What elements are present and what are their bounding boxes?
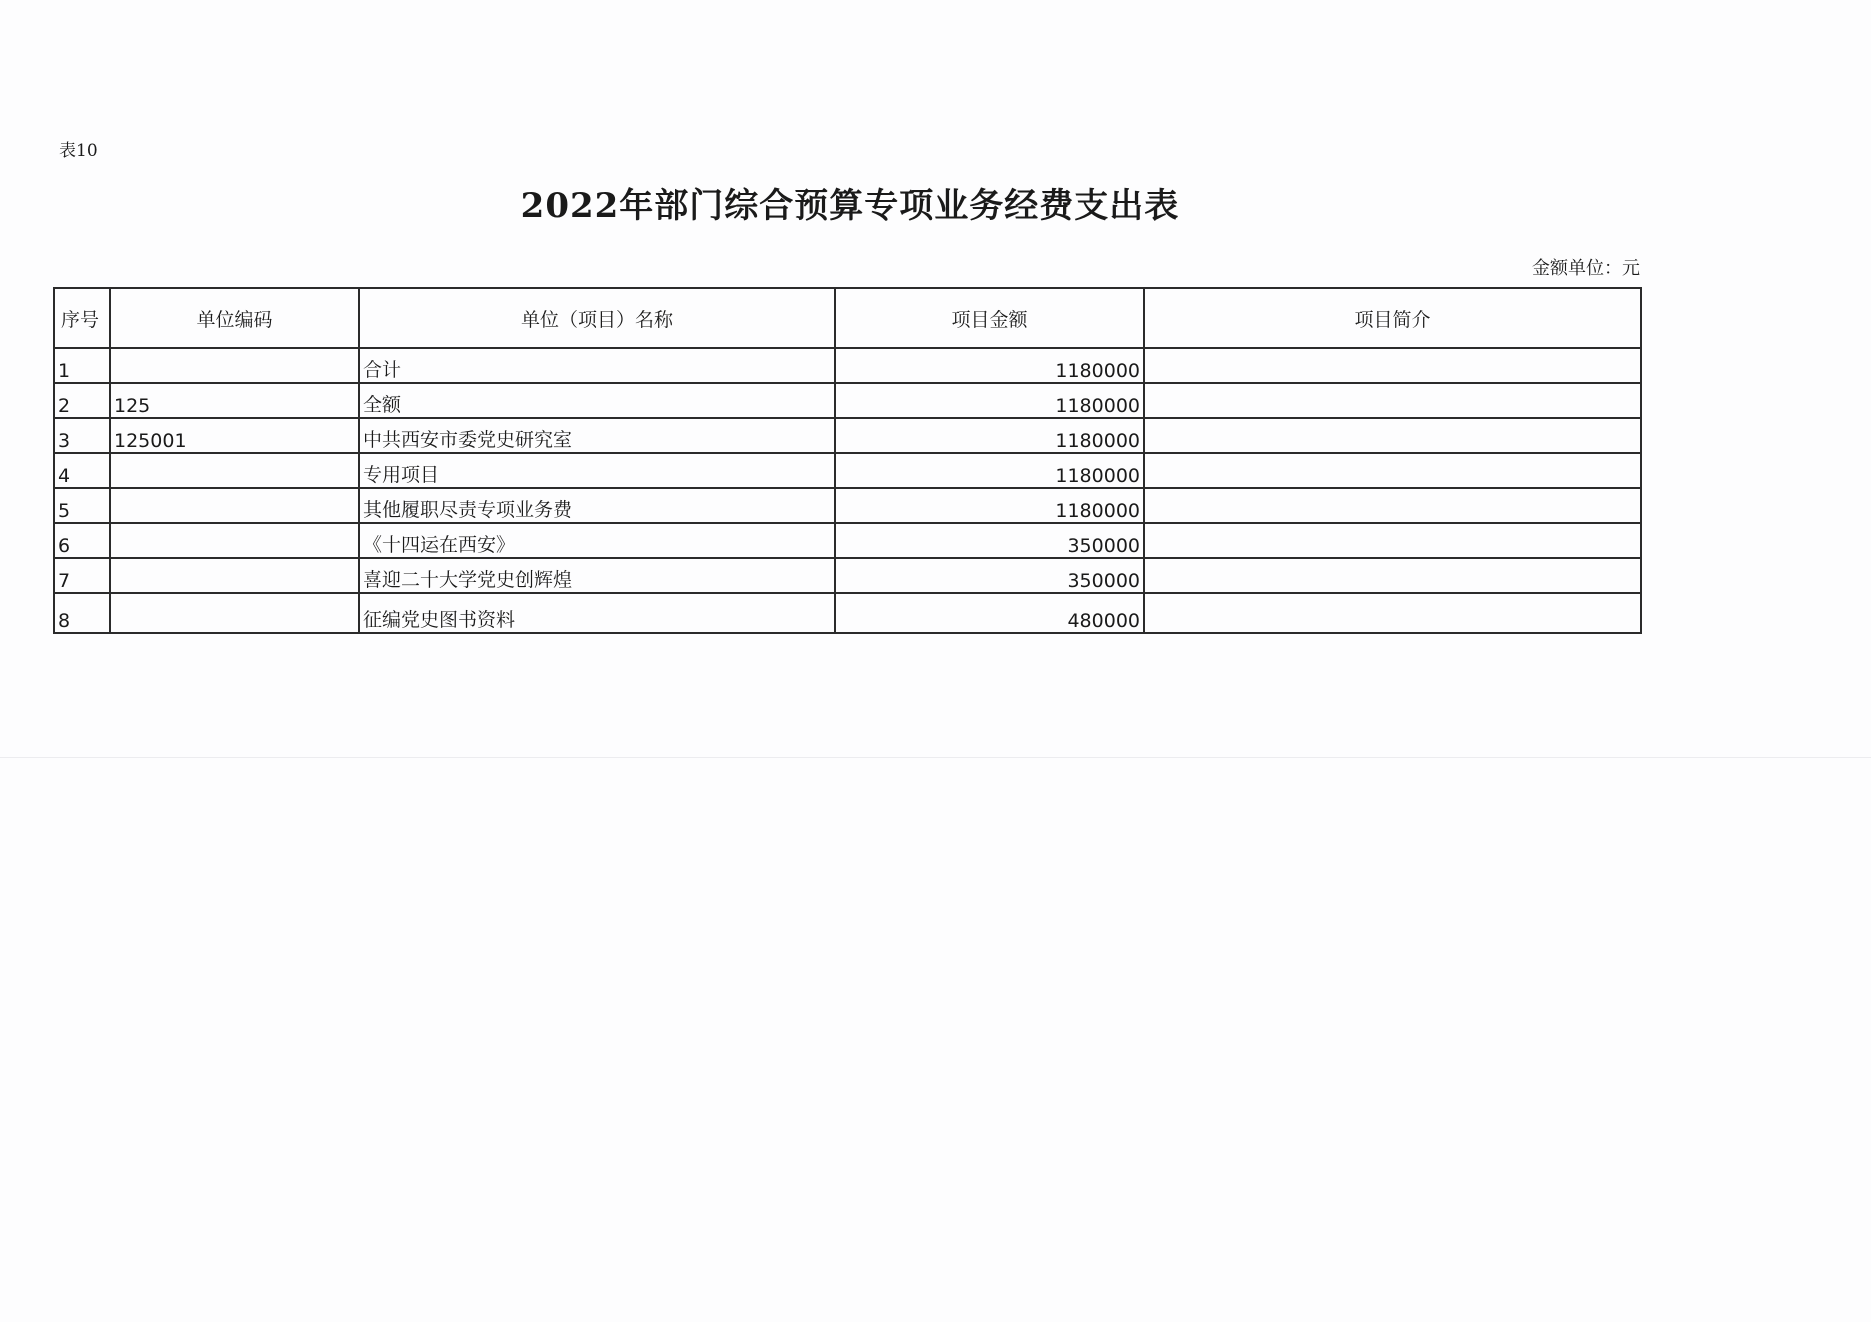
- column-header-summary: 项目简介: [1144, 288, 1641, 348]
- cell-amount: 480000: [835, 593, 1144, 633]
- cell-amount: 1180000: [835, 383, 1144, 418]
- table-row: [54, 348, 1641, 383]
- cell-amount: 1180000: [835, 453, 1144, 488]
- table-number-label: 表10: [59, 141, 98, 161]
- cell-name: 专用项目: [359, 453, 835, 488]
- cell-name: 中共西安市委党史研究室: [359, 418, 835, 453]
- cell-name: 其他履职尽责专项业务费: [359, 488, 835, 523]
- cell-summary: [1144, 523, 1641, 558]
- cell-seq: 1: [54, 348, 110, 383]
- cell-amount: 350000: [835, 523, 1144, 558]
- table-header-row: [54, 288, 1641, 348]
- cell-seq: 3: [54, 418, 110, 453]
- table-row: [54, 488, 1641, 523]
- column-header-seq: 序号: [54, 288, 110, 348]
- cell-code: [110, 453, 359, 488]
- cell-seq: 4: [54, 453, 110, 488]
- cell-seq: 2: [54, 383, 110, 418]
- cell-summary: [1144, 488, 1641, 523]
- cell-code: 125: [110, 383, 359, 418]
- table-row: [54, 418, 1641, 453]
- table-row: [54, 453, 1641, 488]
- cell-summary: [1144, 383, 1641, 418]
- cell-code: [110, 348, 359, 383]
- budget-table: [53, 287, 1642, 634]
- cell-amount: 1180000: [835, 348, 1144, 383]
- cell-summary: [1144, 593, 1641, 633]
- cell-code: 125001: [110, 418, 359, 453]
- cell-summary: [1144, 348, 1641, 383]
- cell-code: [110, 523, 359, 558]
- cell-seq: 5: [54, 488, 110, 523]
- scan-artifact-line: [0, 757, 1871, 758]
- cell-name: 《十四运在西安》: [359, 523, 835, 558]
- cell-name: 喜迎二十大学党史创辉煌: [359, 558, 835, 593]
- page-title: 2022年部门综合预算专项业务经费支出表: [520, 186, 1180, 226]
- cell-summary: [1144, 558, 1641, 593]
- cell-seq: 7: [54, 558, 110, 593]
- cell-summary: [1144, 418, 1641, 453]
- cell-name: 征编党史图书资料: [359, 593, 835, 633]
- column-header-amount: 项目金额: [835, 288, 1144, 348]
- table-row: [54, 383, 1641, 418]
- cell-code: [110, 488, 359, 523]
- cell-summary: [1144, 453, 1641, 488]
- cell-amount: 1180000: [835, 488, 1144, 523]
- cell-name: 合计: [359, 348, 835, 383]
- cell-seq: 6: [54, 523, 110, 558]
- table-row: [54, 523, 1641, 558]
- table-row: [54, 593, 1641, 633]
- cell-amount: 350000: [835, 558, 1144, 593]
- cell-amount: 1180000: [835, 418, 1144, 453]
- column-header-code: 单位编码: [110, 288, 359, 348]
- table-row: [54, 558, 1641, 593]
- cell-code: [110, 558, 359, 593]
- cell-code: [110, 593, 359, 633]
- amount-unit-note: 金额单位：元: [1532, 258, 1640, 279]
- cell-seq: 8: [54, 593, 110, 633]
- cell-name: 全额: [359, 383, 835, 418]
- column-header-name: 单位（项目）名称: [359, 288, 835, 348]
